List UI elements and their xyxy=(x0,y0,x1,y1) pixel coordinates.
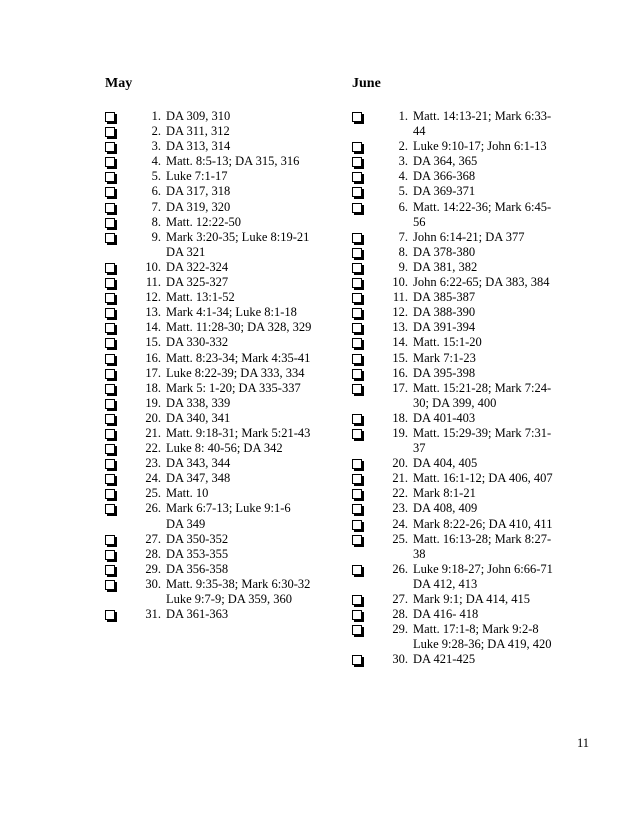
reading-item xyxy=(352,471,587,486)
reading-text: Mark 3:20-35; Luke 8:19-21 DA 321 xyxy=(166,229,310,259)
checkbox-icon[interactable] xyxy=(105,474,115,484)
june-reading-list xyxy=(352,109,587,667)
checkbox-icon[interactable] xyxy=(105,369,115,379)
reading-item xyxy=(352,154,587,169)
reading-item xyxy=(105,426,330,441)
reading-text: Mark 8:22-26; DA 410, 411 xyxy=(413,516,553,531)
checkbox-icon[interactable] xyxy=(105,610,115,620)
reading-text: DA 364, 365 xyxy=(413,154,478,169)
day-number: 24. xyxy=(145,471,161,486)
day-number: 25. xyxy=(392,531,408,546)
day-number: 12. xyxy=(145,290,161,305)
day-number: 13. xyxy=(392,320,408,335)
reading-item xyxy=(105,154,330,169)
may-reading-list xyxy=(105,109,330,622)
day-number: 31. xyxy=(145,607,161,622)
day-number: 9. xyxy=(151,229,161,244)
day-number: 29. xyxy=(145,561,161,576)
reading-text: Mark 6:7-13; Luke 9:1-6 DA 349 xyxy=(166,501,291,531)
day-number: 23. xyxy=(145,456,161,471)
day-number: 30. xyxy=(145,576,161,591)
checkbox-icon[interactable] xyxy=(105,489,115,499)
reading-text: DA 353-355 xyxy=(166,546,229,561)
checkbox-icon[interactable] xyxy=(105,535,115,545)
reading-item xyxy=(105,547,330,562)
checkbox-icon[interactable] xyxy=(352,520,362,530)
reading-item xyxy=(352,501,587,516)
checkbox-icon[interactable] xyxy=(352,187,362,197)
day-number: 18. xyxy=(145,380,161,395)
checkbox-icon[interactable] xyxy=(352,595,362,605)
checkbox-icon[interactable] xyxy=(105,233,115,243)
reading-item xyxy=(105,335,330,350)
checkbox-icon[interactable] xyxy=(105,172,115,182)
day-number: 13. xyxy=(145,305,161,320)
checkbox-icon[interactable] xyxy=(352,504,362,514)
reading-text: DA 330-332 xyxy=(166,335,229,350)
checkbox-icon[interactable] xyxy=(352,459,362,469)
reading-text: Matt. 16:13-28; Mark 8:27- 38 xyxy=(413,531,552,561)
day-number: 4. xyxy=(151,154,161,169)
reading-text: Matt. 11:28-30; DA 328, 329 xyxy=(166,320,312,335)
reading-text: Mark 7:1-23 xyxy=(413,350,476,365)
reading-text: DA 381, 382 xyxy=(413,259,478,274)
checkbox-icon[interactable] xyxy=(105,263,115,273)
day-number: 16. xyxy=(145,350,161,365)
reading-item xyxy=(352,290,587,305)
checkbox-icon[interactable] xyxy=(352,610,362,620)
reading-text: DA 395-398 xyxy=(413,365,476,380)
reading-item xyxy=(352,320,587,335)
checkbox-icon[interactable] xyxy=(352,384,362,394)
reading-item xyxy=(105,396,330,411)
day-number: 23. xyxy=(392,501,408,516)
reading-item xyxy=(352,335,587,350)
checkbox-icon[interactable] xyxy=(105,459,115,469)
reading-item xyxy=(105,381,330,396)
reading-text: Matt. 16:1-12; DA 406, 407 xyxy=(413,471,553,486)
reading-text: DA 401-403 xyxy=(413,410,476,425)
checkbox-icon[interactable] xyxy=(352,369,362,379)
reading-text: DA 391-394 xyxy=(413,320,476,335)
checkbox-icon[interactable] xyxy=(352,323,362,333)
day-number: 24. xyxy=(392,516,408,531)
checkbox-icon[interactable] xyxy=(105,187,115,197)
reading-text: Matt. 14:13-21; Mark 6:33- 44 xyxy=(413,109,552,139)
checkbox-icon[interactable] xyxy=(105,157,115,167)
reading-text: DA 388-390 xyxy=(413,305,476,320)
reading-text: DA 408, 409 xyxy=(413,501,478,516)
reading-item xyxy=(105,305,330,320)
day-number: 27. xyxy=(392,592,408,606)
day-number: 10. xyxy=(145,259,161,274)
reading-item xyxy=(105,109,330,124)
day-number: 4. xyxy=(398,169,408,184)
checkbox-icon[interactable] xyxy=(105,293,115,303)
checkbox-icon[interactable] xyxy=(352,625,362,635)
reading-text: Matt. 17:1-8; Mark 9:2-8 Luke 9:28-36; DA 419, 420 xyxy=(413,622,552,652)
checkbox-icon[interactable] xyxy=(105,308,115,318)
reading-item xyxy=(352,169,587,184)
reading-text: DA 404, 405 xyxy=(413,456,478,471)
reading-item xyxy=(352,351,587,366)
reading-text: DA 322-324 xyxy=(166,259,229,274)
day-number: 26. xyxy=(392,561,408,576)
reading-text: Matt. 14:22-36; Mark 6:45- 56 xyxy=(413,199,552,229)
day-number: 8. xyxy=(398,244,408,259)
checkbox-icon[interactable] xyxy=(105,565,115,575)
checkbox-icon[interactable] xyxy=(105,354,115,364)
reading-item xyxy=(352,305,587,320)
june-heading: June xyxy=(352,76,381,91)
checkbox-icon[interactable] xyxy=(105,127,115,137)
reading-item xyxy=(352,486,587,501)
reading-item xyxy=(105,230,330,260)
checkbox-icon[interactable] xyxy=(105,504,115,514)
reading-text: DA 313, 314 xyxy=(166,139,231,154)
reading-text: Luke 7:1-17 xyxy=(166,169,228,184)
checkbox-icon[interactable] xyxy=(352,293,362,303)
reading-item xyxy=(105,577,330,607)
day-number: 17. xyxy=(145,365,161,380)
reading-text: Luke 8:22-39; DA 333, 334 xyxy=(166,365,305,380)
day-number: 20. xyxy=(145,410,161,425)
day-number: 14. xyxy=(145,320,161,335)
reading-text: DA 366-368 xyxy=(413,169,476,184)
checkbox-icon[interactable] xyxy=(352,278,362,288)
reading-item xyxy=(105,441,330,456)
day-number: 30. xyxy=(392,652,408,667)
reading-item xyxy=(352,245,587,260)
checkbox-icon[interactable] xyxy=(352,157,362,167)
reading-text: Luke 9:18-27; John 6:66-71 DA 412, 413 xyxy=(413,561,553,591)
reading-item xyxy=(105,562,330,577)
day-number: 28. xyxy=(145,546,161,561)
reading-text: DA 343, 344 xyxy=(166,456,231,471)
reading-item xyxy=(352,592,587,607)
reading-text: Matt. 15:21-28; Mark 7:24- 30; DA 399, 400 xyxy=(413,380,552,410)
day-number: 3. xyxy=(151,139,161,154)
reading-item xyxy=(352,562,587,592)
reading-item xyxy=(352,607,587,622)
day-number: 27. xyxy=(145,531,161,546)
checkbox-icon[interactable] xyxy=(352,263,362,273)
reading-text: DA 369-371 xyxy=(413,184,476,199)
checkbox-icon[interactable] xyxy=(105,444,115,454)
checkbox-icon[interactable] xyxy=(352,308,362,318)
reading-item xyxy=(105,486,330,501)
reading-item xyxy=(352,532,587,562)
reading-item xyxy=(352,652,587,667)
day-number: 5. xyxy=(398,184,408,199)
reading-text: DA 350-352 xyxy=(166,531,229,546)
reading-text: Matt. 15:29-39; Mark 7:31- 37 xyxy=(413,425,552,456)
reading-item xyxy=(352,260,587,275)
day-number: 17. xyxy=(392,380,408,395)
day-number: 1. xyxy=(398,109,408,123)
reading-text: Mark 5: 1-20; DA 335-337 xyxy=(166,380,301,395)
checkbox-icon[interactable] xyxy=(105,550,115,560)
checkbox-icon[interactable] xyxy=(352,112,362,122)
reading-text: Matt. 8:23-34; Mark 4:35-41 xyxy=(166,350,311,365)
reading-item xyxy=(105,471,330,486)
reading-text: Matt. 9:18-31; Mark 5:21-43 xyxy=(166,425,311,440)
day-number: 3. xyxy=(398,154,408,169)
reading-text: Matt. 12:22-50 xyxy=(166,214,241,229)
reading-text: DA 338, 339 xyxy=(166,395,231,410)
reading-item xyxy=(105,532,330,547)
checkbox-icon[interactable] xyxy=(352,535,362,545)
reading-item xyxy=(352,517,587,532)
day-number: 12. xyxy=(392,305,408,320)
day-number: 2. xyxy=(151,124,161,139)
day-number: 29. xyxy=(392,622,408,637)
checkbox-icon[interactable] xyxy=(352,655,362,665)
reading-text: Mark 8:1-21 xyxy=(413,486,476,501)
reading-item xyxy=(105,260,330,275)
reading-text: DA 311, 312 xyxy=(166,124,230,139)
day-number: 15. xyxy=(145,335,161,350)
reading-item xyxy=(105,124,330,139)
checkbox-icon[interactable] xyxy=(105,429,115,439)
reading-item xyxy=(352,139,587,154)
reading-item xyxy=(105,200,330,215)
reading-text: DA 317, 318 xyxy=(166,184,231,199)
reading-item xyxy=(105,169,330,184)
reading-text: John 6:14-21; DA 377 xyxy=(413,229,525,244)
checkbox-icon[interactable] xyxy=(105,414,115,424)
checkbox-icon[interactable] xyxy=(352,354,362,364)
day-number: 7. xyxy=(151,199,161,214)
reading-item xyxy=(352,411,587,426)
checkbox-icon[interactable] xyxy=(352,429,362,439)
day-number: 5. xyxy=(151,169,161,184)
day-number: 22. xyxy=(392,486,408,501)
may-heading: May xyxy=(105,76,133,91)
reading-text: John 6:22-65; DA 383, 384 xyxy=(413,275,550,290)
june-column xyxy=(352,75,587,667)
checkbox-icon[interactable] xyxy=(105,338,115,348)
reading-item xyxy=(105,501,330,531)
checkbox-icon[interactable] xyxy=(105,112,115,122)
reading-text: Matt. 9:35-38; Mark 6:30-32 Luke 9:7-9; DA 359, 360 xyxy=(166,576,311,606)
checkbox-icon[interactable] xyxy=(352,248,362,258)
reading-item xyxy=(105,366,330,381)
reading-text: Matt. 8:5-13; DA 315, 316 xyxy=(166,154,300,169)
day-number: 22. xyxy=(145,441,161,456)
day-number: 21. xyxy=(145,425,161,440)
reading-text: Mark 9:1; DA 414, 415 xyxy=(413,592,531,606)
reading-item xyxy=(352,200,587,230)
reading-item xyxy=(105,139,330,154)
checkbox-icon[interactable] xyxy=(105,384,115,394)
reading-item xyxy=(352,109,587,139)
checkbox-icon[interactable] xyxy=(105,142,115,152)
reading-item xyxy=(352,366,587,381)
reading-text: DA 340, 341 xyxy=(166,410,231,425)
reading-item xyxy=(352,275,587,290)
reading-text: Mark 4:1-34; Luke 8:1-18 xyxy=(166,305,297,320)
reading-item xyxy=(105,215,330,230)
reading-text: DA 421-425 xyxy=(413,652,476,667)
checkbox-icon[interactable] xyxy=(105,218,115,228)
day-number: 16. xyxy=(392,365,408,380)
day-number: 18. xyxy=(392,410,408,425)
checkbox-icon[interactable] xyxy=(352,203,362,213)
day-number: 9. xyxy=(398,259,408,274)
reading-text: Luke 8: 40-56; DA 342 xyxy=(166,441,283,456)
reading-text: DA 361-363 xyxy=(166,607,229,622)
checkbox-icon[interactable] xyxy=(352,142,362,152)
reading-item xyxy=(105,290,330,305)
reading-item xyxy=(352,381,587,411)
day-number: 21. xyxy=(392,471,408,486)
reading-item xyxy=(105,607,330,622)
reading-text: DA 416- 418 xyxy=(413,607,479,622)
reading-item xyxy=(352,426,587,456)
day-number: 6. xyxy=(151,184,161,199)
day-number: 10. xyxy=(392,275,408,290)
day-number: 8. xyxy=(151,214,161,229)
checkbox-icon[interactable] xyxy=(105,580,115,590)
reading-text: Matt. 10 xyxy=(166,486,209,501)
reading-item xyxy=(352,622,587,652)
day-number: 25. xyxy=(145,486,161,501)
day-number: 26. xyxy=(145,501,161,516)
may-column xyxy=(105,75,330,622)
reading-text: Matt. 15:1-20 xyxy=(413,335,482,350)
day-number: 7. xyxy=(398,229,408,244)
reading-item xyxy=(352,184,587,199)
day-number: 11. xyxy=(145,275,161,290)
reading-item xyxy=(105,456,330,471)
checkbox-icon[interactable] xyxy=(352,489,362,499)
day-number: 14. xyxy=(392,335,408,350)
day-number: 2. xyxy=(398,139,408,154)
checkbox-icon[interactable] xyxy=(352,233,362,243)
day-number: 15. xyxy=(392,350,408,365)
reading-item xyxy=(352,456,587,471)
reading-text: Matt. 13:1-52 xyxy=(166,290,235,305)
reading-item xyxy=(105,351,330,366)
checkbox-icon[interactable] xyxy=(105,399,115,409)
day-number: 28. xyxy=(392,607,408,622)
day-number: 11. xyxy=(392,290,408,305)
checkbox-icon[interactable] xyxy=(352,338,362,348)
checkbox-icon[interactable] xyxy=(352,565,362,575)
day-number: 1. xyxy=(151,109,161,123)
reading-text: DA 356-358 xyxy=(166,561,229,576)
reading-item xyxy=(105,275,330,290)
checkbox-icon[interactable] xyxy=(352,474,362,484)
checkbox-icon[interactable] xyxy=(352,172,362,182)
checkbox-icon[interactable] xyxy=(352,414,362,424)
reading-item xyxy=(105,411,330,426)
reading-text: DA 309, 310 xyxy=(166,109,231,123)
reading-text: DA 347, 348 xyxy=(166,471,231,486)
checkbox-icon[interactable] xyxy=(105,203,115,213)
page-number: 11 xyxy=(577,736,590,750)
day-number: 20. xyxy=(392,456,408,471)
reading-text: DA 378-380 xyxy=(413,244,476,259)
reading-text: Luke 9:10-17; John 6:1-13 xyxy=(413,139,547,154)
day-number: 19. xyxy=(145,395,161,410)
day-number: 6. xyxy=(398,199,408,214)
checkbox-icon[interactable] xyxy=(105,278,115,288)
reading-text: DA 385-387 xyxy=(413,290,476,305)
reading-item xyxy=(105,320,330,335)
day-number: 19. xyxy=(392,425,408,440)
reading-text: DA 319, 320 xyxy=(166,199,231,214)
checkbox-icon[interactable] xyxy=(105,323,115,333)
reading-item xyxy=(352,230,587,245)
reading-item xyxy=(105,184,330,199)
reading-text: DA 325-327 xyxy=(166,275,229,290)
